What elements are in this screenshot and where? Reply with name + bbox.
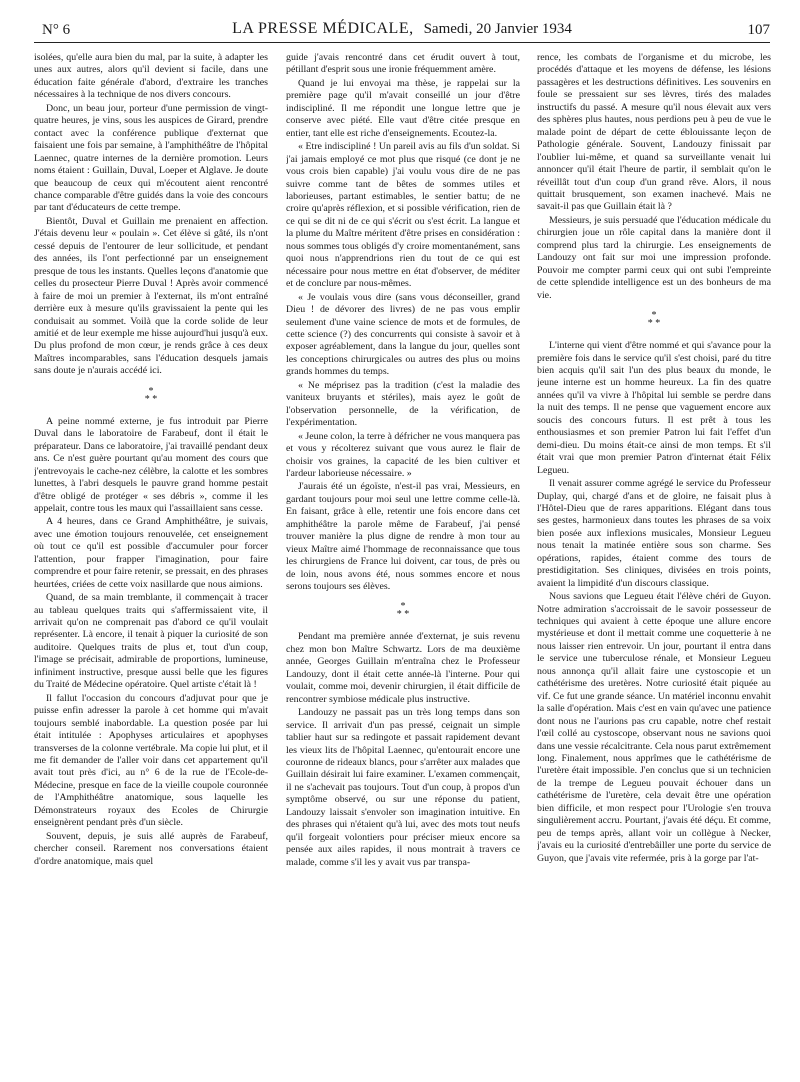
text-column-1 [34,52,268,1068]
separator-top: * [400,601,406,613]
paragraph: guide j'avais rencontré dans cet érudit ouvert à tout, pétillant d'esprit sous une ironie fréquemment amère. [286,52,520,76]
paragraph: Nous savions que Legueu était l'élève chéri de Guyon. Notre admiration s'accroissait de le savoir possesseur de techniques qui avaient à cette époque une allure encore mystérieuse et dont il mettait comme une coquetterie à ne nous laisser rien entrevoir. Un jour, pourtant il entra dans le service une tuberculose rénale, et Monsieur Legueu nous annonça qu'il allait faire une cystoscopie et un cathétérisme des uretères. Notre curiosité était piquée au vif. Ce fut une grande séance. Un matériel inconnu envahit la salle d'opération. Mais c'est en vain qu'avec une patience dont nous ne l'aurions pas cru capable, notre chef restait l'œil collé au cystoscope, observant nous ne savions quoi dans une vessie récalcitrante. Cela nous parut extrêmement long. Finalement, nous apprîmes que le cathétérisme de l'uretère était impossible. J'en conclus que si un technicien de la trempe de Legueu pouvait échouer dans un cathétérisme de l'uretère, cela devait être une opération bien difficile, et mon respect pour l'Urologie s'en trouva singulièrement accru. Pourtant, j'avais été déçu. Et comme, peu de temps après, allant voir un collègue à Necker, j'avais eu la curiosité d'entrebâiller une porte du service de Guyon, que j'avais vite refermée, pris à la gorge par l'at- [537,591,771,864]
paragraph: « Ne méprisez pas la tradition (c'est la maladie des vaniteux bruyants et stériles), mais ayez le goût de l'observation personnelle, de la vérification, de l'expérimentation. [286,379,520,429]
paragraph: isolées, qu'elle aura bien du mal, par la suite, à adapter les unes aux autres, alors qu'il devient si facile, dans une éducation faite générale d'abord, d'extraire les tranches nécessaires à la technique de nos divers concours. [34,52,268,101]
paragraph: Quand, de sa main tremblante, il commençait à tracer au tableau quelques traits qui s'affermissaient vite, il arrivait qu'on ne comprenait pas d'abord ce qu'il voulait représenter. Là encore, il tenait à piquer la curiosité de son auditoire. Quelques traits de plus et, tout d'un coup, l'image se précisait, admirable de proportions, lumineuse, infiniment instructive, presque aussi belle que les figures du Traité de Médecine opératoire. Quel artiste c'était là ! [34,592,268,691]
section-separator [34,385,268,405]
paragraph: Il fallut l'occasion du concours d'adjuvat pour que je puisse enfin adresser la parole à cet homme qui m'avait toujours semblé inabordable. La question posée par lui était intitulée : Apophyses articulaires et apophyses transverses de la colonne vertébrale. Ma copie lui plut, et il me fit demander de l'aller voir dans cet appartement qu'il avait tout près d'ici, au n° 6 de la rue de l'Ecole-de-Médecine, presque en face de la vieille coupole couronnée de l'Amphithéâtre anatomique, sous laquelle les Démonstrateurs royaux des Ecoles de Chirurgie enseignèrent pendant près d'un siècle. [34,692,268,829]
section-separator [286,603,520,619]
paragraph: A 4 heures, dans ce Grand Amphithéâtre, je suivais, avec une émotion toujours renouvelée, cet enseignement où tout ce qu'il est possible d'accumuler pour forcer l'attention, pour frapper l'imagination, pour faire comprendre et pour faire retenir, se pressait, en des phrases heurtées, criées de cette voix nasillarde que nous aimions. [34,516,268,590]
paragraph: L'interne qui vient d'être nommé et qui s'avance pour la première fois dans le service qu'il s'est choisi, paré du titre bien acquis qu'il sait l'un des plus beaux du monde, le jeune interne est un homme heureux. La fin des quatre années qu'il va vivre à l'hôpital lui semble se perdre dans la nuit des temps. Il ne pense que vaguement encore aux soucis des concours futurs. Il est prêt à tous les enthousiasmes et son premier Patron lui fait l'effet d'un demi-dieu. Du moins était-ce ainsi de mon temps. Et s'il était vrai que mon premier Patron d'internat était Félix Legueu. [537,340,771,476]
paragraph: Souvent, depuis, je suis allé auprès de Farabeuf, chercher conseil. Rarement nos conversations étaient d'ordre anatomique, mais quel [34,830,268,867]
paragraph: Il venait assurer comme agrégé le service du Professeur Duplay, qui, chargé d'ans et de gloire, ne faisait plus à l'Hôtel-Dieu que de rares apparitions. Elégant dans tous ses gestes, harmonieux dans toutes les phrases de sa voix bien posée aux inflexions musicales, Monsieur Legueu nous tenait la matinée entière sous son charme. Ses opérations, rapides, étaient comme des tours de prestidigitation. Ses cliniques, divisées en trois points, avaient la limpidité d'un discours classique. [537,478,771,589]
paragraph: Donc, un beau jour, porteur d'une permission de vingt-quatre heures, je vins, sous les auspices de Girard, prendre contact avec la conférence publique d'externat que faisaient une fois par semaine, à l'amphithéâtre de l'hôpital Laennec, quatre internes de la dernière promotion. Leurs noms étaient : Guillain, Duval, Loeper et Alglave. Je doute que beaucoup de ceux qui m'écoutent aient rencontré chance comparable d'être guidés dans la voie des concours par tant d'éducateurs de cette trempe. [34,102,268,214]
paragraph: rence, les combats de l'organisme et du microbe, les procédés d'attaque et les moyens de défense, les lésions passagères et les destructions définitives. Les souvenirs en foule se pressaient sur ses lèvres, tirés des malades instructifs du passé. A mesure qu'il nous élevait aux vers des sphères plus hautes, nous perdions peu à peu de vue le malade point de départ de cette éblouissante leçon de Pathologie générale. Souvent, Landouzy finissait par l'oublier lui-même, et quand sa surveillante venait lui annoncer qu'il était l'heure de partir, il semblait qu'on le réveillât tout d'un coup d'un grand rêve. Alors, il nous quittait brusquement, son examen inachevé. Mais ne savait-il pas que Guillain était là ? [537,52,771,213]
paragraph: A peine nommé externe, je fus introduit par Pierre Duval dans le laboratoire de Farabeuf, dont il était le préparateur. Dans ce laboratoire, j'ai travaillé pendant deux ans. Ce n'est guère pourtant qu'au moment des cours que j'entrevoyais le cache-nez célèbre, la calotte et les sombres lunettes, à l'abri desquels le pauvre grand homme pestait d'être obligé de protéger « ses débris », comme il les appelait, contre tous les maux qui l'assaillaient sans cesse. [34,415,268,514]
paragraph: Quand je lui envoyai ma thèse, je rappelai sur la première page qu'il m'avait conseillé un jour d'être indiscipliné. Il me répondit une longue lettre que je conserve avec piété. Elle vaut d'être citée presque en entier, tant elle est riche d'enseignements. Ecoutez-la. [286,77,520,139]
text-column-3 [537,52,771,1068]
paragraph: « Je voulais vous dire (sans vous déconseiller, grand Dieu ! de dévorer des livres) de ne pas vous emplir seulement d'une vaine science de mots et de formules, de cette science (?) des concurrents qui consiste à savoir et à exposer agréablement, dans la langue du jour, quelles sont les conceptions chirurgicales ou autres des plus ou moins grands hommes du temps. [286,291,520,378]
paragraph: Bientôt, Duval et Guillain me prenaient en affection. J'étais devenu leur « poulain ». Cet élève si gâté, ils n'ont cessé depuis de l'entourer de leur sollicitude, et pendant des années, ils l'ont perfectionné par un enseignement presque de tous les instants. Quelles leçons d'anatomie que celles du prosecteur Pierre Duval ! Après avoir commencé à faire de moi un premier à l'externat, ils m'ont entraîné derrière eux à mesure qu'ils gravissaient la pente qui les conduisait au sommet. Voilà que la corde solide de leur amitié et de leur exemple me hisse aujourd'hui jusqu'à eux. Du plus profond de mon cœur, je rends grâce à ces deux Maîtres incomparables, sans l'éducation desquels jamais sans doute je n'aurais accédé ici. [34,215,268,377]
separator-top: * [651,310,657,322]
separator-bottom: * * [647,318,661,330]
paragraph: Landouzy ne passait pas un très long temps dans son service. Il arrivait d'un pas pressé, ceignait un simple tablier haut sur sa redingote et passait rapidement devant les vieux lits de l'hôpital Laennec, qu'entourait encore une couronne de rideaux blancs, pour s'arrêter aux malades que Guillain désirait lui faire examiner. L'examen commençait, il ne s'achevait pas toujours. Tout d'un coup, à propos d'un symptôme observé, ou sur une réponse du patient, Landouzy laissait s'envoler son imagination intuitive. En des phrases qui n'étaient qu'à lui, avec des mots tout neufs qu'il forgeait volontiers pour préciser mieux encore sa pensée aux ailes rapides, il nous montrait à travers ce malade, comme s'il les y avait vus par transpa- [286,707,520,868]
issue-number: N° 6 [42,22,71,38]
separator-top: * [148,385,154,397]
text-column-2 [286,52,520,1068]
paragraph: Pendant ma première année d'externat, je suis revenu chez mon bon Maître Schwartz. Lors de ma deuxième année, Georges Guillain m'entraîna chez le Professeur Landouzy, dont il était cette année-là l'interne. Pour qui voulait, comme moi, devenir chirurgien, il était difficile de rencontrer symbiose médicale plus instructive. [286,631,520,705]
issue-date: Samedi, 20 Janvier 1934 [423,21,572,37]
paragraph: J'aurais été un égoïste, n'est-il pas vrai, Messieurs, en gardant toujours pour moi seul une lettre comme celle-là. En faisant, grâce à elle, retentir une fois encore dans cet amphithéâtre la parole même de Farabeuf, j'ai pensé trouver manière la plus digne de rendre à mon tour au vieux Maître aimé l'hommage de reconnaissance que tous les chirurgiens de France lui doivent, car tous, de près ou de loin, nous avons été, nous sommes encore et nous serons toujours ses élèves. [286,481,520,593]
page-header [34,14,770,44]
page-number: 107 [747,22,770,38]
journal-masthead [34,20,770,38]
paragraph: Messieurs, je suis persuadé que l'éducation médicale du chirurgien joue un rôle capital dans la manière dont il comprend plus tard la chirurgie. Les enseignements de Landouzy ont fait sur moi une impression profonde. Pouvoir me compter parmi ceux qui ont subi l'empreinte de cette splendide intelligence est un des bonheurs de ma vie. [537,214,771,301]
section-separator [537,312,771,328]
header-rule [34,42,770,43]
journal-title: LA PRESSE MÉDICALE, [232,20,414,37]
paragraph: « Etre indiscipliné ! Un pareil avis au fils d'un soldat. Si j'ai jamais employé ce mot plus que risqué (ce dont je ne vous crois bien capable) j'ai voulu vous dire de ne pas suivre comme tant de bêtes de sommes utiles et laborieuses, partant estimables, le sentier battu; de ne croire qu'après réflexion, et si possible vérification, rien de ce qui se dit ni de ce qui s'écrit ou s'est écrit. La langue et la plume du Maître méritent d'être prises en considération : nous sommes tous obligés d'y croire momentanément, sans quoi nous n'apprendrions rien du tout de ce qui est nécessaire pour nous mettre en état d'observer, de méditer et de conclure par nous-mêmes. [286,141,520,290]
paragraph: « Jeune colon, la terre à défricher ne vous manquera pas et vous y récolterez suivant que vous aurez le flair de choisir vos graines, la capacité de les bien cultiver et l'ardeur laborieuse nécessaire. » [286,430,520,479]
separator-bottom: * * [396,609,410,621]
separator-bottom: * * [144,393,158,405]
